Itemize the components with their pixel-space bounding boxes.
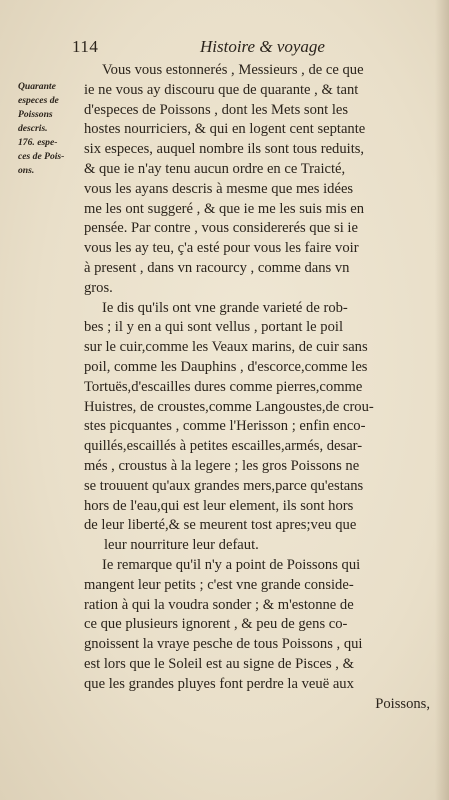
text-line: Tortuës,d'escailles dures comme pierres,comme — [84, 378, 363, 395]
text-line: & que ie n'ay tenu aucun ordre en ce Traicté, — [84, 160, 346, 177]
text-line: poil, comme les Dauphins , d'escorce,comme les — [84, 358, 368, 375]
text-line: vous les ay teu, ç'a esté pour vous les faire voir — [84, 240, 359, 257]
text-line: gros. — [84, 279, 113, 296]
text-line: hors de l'eau,qui est leur element, ils sont hors — [84, 497, 354, 514]
margin-note-line: especes de — [18, 95, 59, 106]
text-line: ce que plusieurs ignorent , & peu de gens co- — [84, 616, 348, 633]
text-line: de leur liberté,& se meurent tost apres;veu que — [84, 517, 357, 534]
text-line: bes ; il y en a qui sont vellus , portant le poil — [84, 319, 344, 336]
margin-note-line: descris. — [18, 123, 48, 134]
text-line: six especes, auquel nombre ils sont tous reduits, — [84, 141, 365, 158]
running-title: Histoire & voyage — [200, 37, 325, 56]
text-line: stes picquantes , comme l'Herisson ; enfin enco- — [84, 418, 366, 435]
text-line: se trouuent qu'aux grandes mers,parce qu'estans — [84, 477, 364, 494]
margin-note-line: ons. — [18, 165, 35, 176]
margin-note — [18, 80, 80, 178]
text-line: Vous vous estonnerés , Messieurs , de ce que — [102, 62, 364, 78]
text-line: hostes nourriciers, & qui en logent cent septante — [84, 121, 366, 138]
margin-note-line: Quarante — [18, 81, 56, 92]
body-text — [84, 61, 430, 714]
text-line: pensée. Par contre , vous considererés que si ie — [84, 220, 358, 237]
page-header — [72, 37, 372, 59]
text-line: que les grandes pluyes font perdre la veuë aux — [84, 675, 354, 692]
text-line: leur nourriture leur defaut. — [104, 537, 259, 554]
text-line: ie ne vous ay discouru que de quarante , & tant — [84, 81, 359, 98]
text-line: à present , dans vn racourcy , comme dans vn — [84, 259, 350, 276]
page-number: 114 — [72, 37, 99, 56]
text-line: Ie remarque qu'il n'y a point de Poissons qui — [102, 556, 361, 573]
page-gutter-shadow — [435, 0, 449, 800]
text-line: ration à qui la voudra sonder ; & m'estonne de — [84, 596, 354, 613]
margin-note-line: Poissons — [18, 109, 53, 120]
text-line: més , croustus à la legere ; les gros Poissons ne — [84, 457, 360, 474]
text-line: est lors que le Soleil est au signe de Pisces , & — [84, 655, 354, 672]
text-line: vous les ayans descris à mesme que mes idées — [84, 180, 354, 197]
text-line: mangent leur petits ; c'est vne grande conside- — [84, 576, 354, 593]
text-line: sur le cuir,comme les Veaux marins, de cuir sans — [84, 339, 368, 356]
text-line: d'especes de Poissons , dont les Mets sont les — [84, 101, 349, 118]
margin-note-line: 176. espe- — [18, 137, 58, 148]
text-line: Poissons, — [375, 695, 430, 712]
text-line: Ie dis qu'ils ont vne grande varieté de rob- — [102, 299, 348, 316]
margin-note-line: ces de Pois- — [18, 151, 65, 162]
text-line: me les ont suggeré , & que ie me les suis mis en — [84, 200, 365, 217]
text-line: Huistres, de croustes,comme Langoustes,de crou- — [84, 398, 374, 415]
text-line: gnoissent la vraye pesche de tous Poissons , qui — [84, 636, 363, 653]
text-line: quillés,escaillés à petites escailles,armés, desar- — [84, 438, 363, 455]
